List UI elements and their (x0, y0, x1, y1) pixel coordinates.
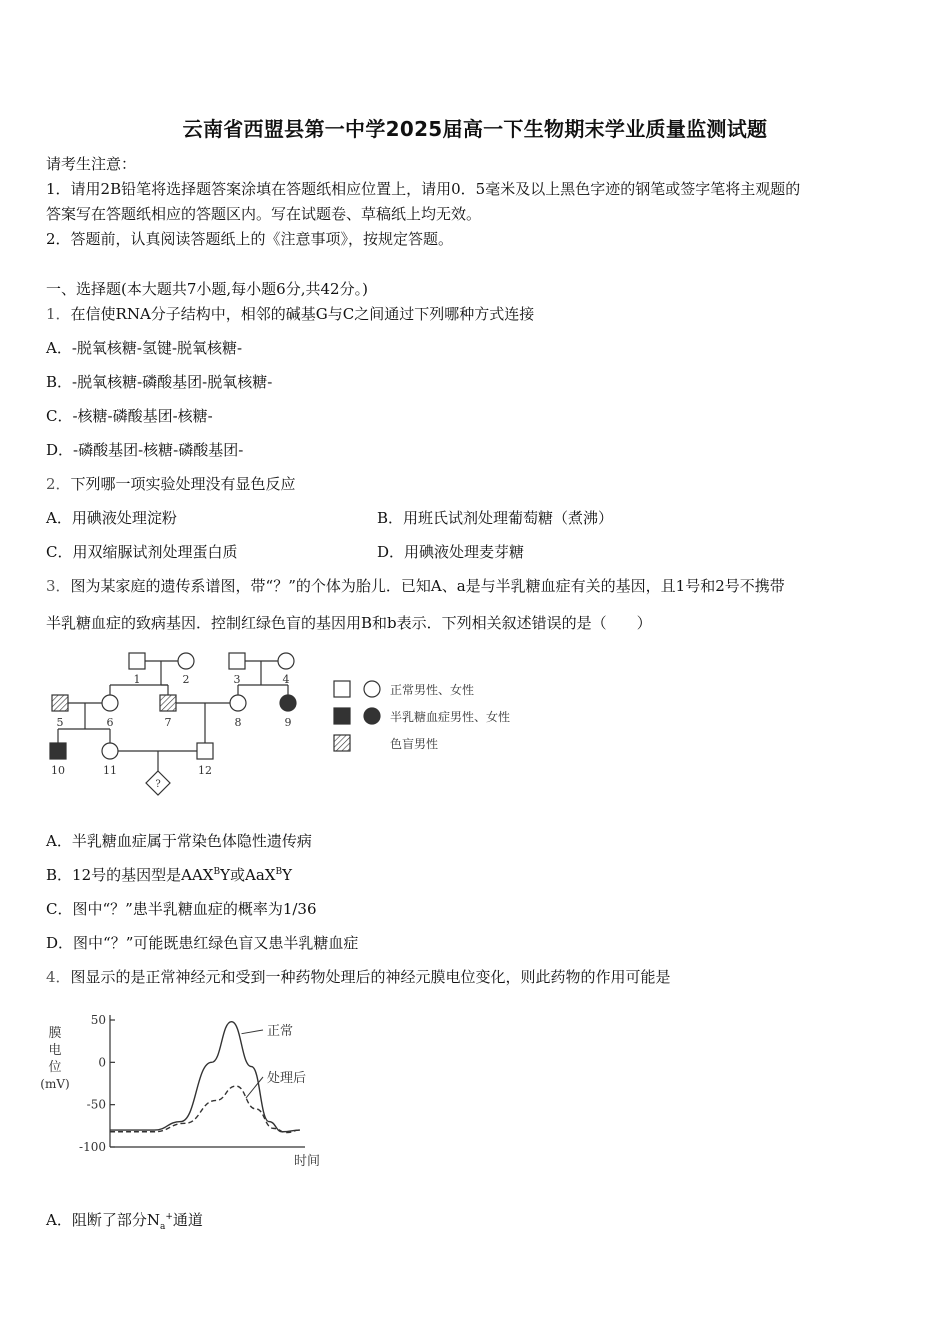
q1-option-a: A．-脱氧核糖-氢键-脱氧核糖- (46, 339, 243, 357)
question-1 (46, 303, 534, 324)
notice-heading: 请考生注意： (46, 155, 137, 173)
ylabel-char-2: 电 (48, 1043, 62, 1058)
label-6: 6 (106, 716, 114, 729)
individual-9 (280, 695, 296, 711)
question-stem: 图为某家庭的遗传系谱图，带“？”的个体为胎儿．已知A、a是与半乳糖血症有关的基因，且1号和2号不携带 (70, 577, 785, 595)
ylabel-char-4: (mV) (40, 1077, 70, 1091)
question-stem: 在信使RNA分子结构中，相邻的碱基G与C之间通过下列哪种方式连接 (70, 305, 535, 323)
series-label-1: 正常 (267, 1024, 294, 1039)
q4-option-a (46, 1209, 203, 1232)
series-label-2: 处理后 (267, 1071, 307, 1086)
individual-5 (52, 695, 68, 711)
subscript: a (159, 1222, 166, 1232)
y-tick-label: 50 (90, 1013, 106, 1027)
question-3-cont: 半乳糖血症的致病基因．控制红绿色盲的基因用B和b表示．下列相关叙述错误的是（ ） (46, 614, 652, 632)
label-4: 4 (282, 673, 290, 686)
section-heading: 一、选择题(本大题共7小题,每小题6分,共42分。) (46, 280, 368, 298)
text: Y或AaX (220, 866, 276, 884)
individual-4 (278, 653, 294, 669)
label-7: 7 (164, 716, 172, 729)
legend-normal: 正常男性、女性 (390, 683, 475, 697)
q1-option-b: B．-脱氧核糖-磷酸基团-脱氧核糖- (46, 373, 273, 391)
superscript: + (165, 1212, 173, 1222)
individual-3 (229, 653, 245, 669)
pedigree-figure (40, 645, 560, 805)
text: A．阻断了部分N (46, 1211, 160, 1229)
q3-option-b (46, 864, 292, 885)
superscript: B (213, 867, 221, 877)
individual-6 (102, 695, 118, 711)
question-stem: 下列哪一项实验处理没有显色反应 (70, 475, 296, 493)
q1-option-d: D．-磷酸基团-核糖-磷酸基团- (46, 441, 244, 459)
label-1: 1 (133, 673, 141, 686)
notice-item-1a: 1．请用2B铅笔将选择题答案涂填在答题纸相应位置上，请用0．5毫米及以上黑色字迹的钢笔或签字笔将主观题的 (46, 180, 801, 198)
q2-option-c: C．用双缩脲试剂处理蛋白质 (46, 543, 238, 561)
individual-12 (197, 743, 213, 759)
legend-galactosemia: 半乳糖血症男性、女性 (390, 710, 511, 724)
label-5: 5 (56, 716, 64, 729)
superscript: B (275, 867, 283, 877)
page-title: 云南省西盟县第一中学2025届高一下生物期末学业质量监测试题 (182, 117, 768, 141)
label-9: 9 (284, 716, 292, 729)
individual-11 (102, 743, 118, 759)
q2-option-d: D．用碘液处理麦芽糖 (377, 543, 525, 561)
question-4 (46, 966, 671, 987)
individual-2 (178, 653, 194, 669)
membrane-potential-chart (40, 1005, 340, 1175)
individual-8 (230, 695, 246, 711)
label-fetus: ? (155, 779, 161, 790)
notice-item-2: 2．答题前，认真阅读答题纸上的《注意事项》，按规定答题。 (46, 230, 454, 248)
q1-option-c: C．-核糖-磷酸基团-核糖- (46, 407, 213, 425)
notice-item-1b: 答案写在答题纸相应的答题区内。写在试题卷、草稿纸上均无效。 (46, 205, 482, 223)
question-3 (46, 575, 785, 596)
question-stem: 图显示的是正常神经元和受到一种药物处理后的神经元膜电位变化，则此药物的作用可能是 (70, 968, 671, 986)
label-12: 12 (198, 764, 212, 777)
text: B．12号的基因型是AAX (46, 866, 214, 884)
y-tick-label: -100 (79, 1140, 106, 1154)
individual-7 (160, 695, 176, 711)
q2-option-a: A．用碘液处理淀粉 (46, 509, 177, 527)
question-number: 4． (46, 968, 71, 986)
y-tick-label: 0 (98, 1055, 106, 1070)
series-line-2 (110, 1086, 300, 1133)
q3-option-d: D．图中“？”可能既患红绿色盲又患半乳糖血症 (46, 934, 359, 952)
series-leader-line (242, 1030, 263, 1034)
text: Y (282, 866, 292, 884)
question-number: 1． (46, 305, 71, 323)
q3-option-a: A．半乳糖血症属于常染色体隐性遗传病 (46, 832, 312, 850)
ylabel-char-3: 位 (48, 1060, 62, 1075)
q3-option-c: C．图中“？”患半乳糖血症的概率为1/36 (46, 900, 317, 918)
label-8: 8 (234, 716, 242, 729)
label-11: 11 (103, 764, 117, 777)
ylabel-char-1: 膜 (48, 1026, 62, 1041)
y-tick-label: -50 (86, 1097, 106, 1112)
question-number: 2． (46, 475, 71, 493)
individual-1 (129, 653, 145, 669)
legend-colorblind: 色盲男性 (390, 737, 439, 751)
text: 通道 (172, 1211, 203, 1229)
label-3: 3 (233, 673, 241, 686)
label-2: 2 (182, 673, 190, 686)
q2-option-b: B．用班氏试剂处理葡萄糖（煮沸） (377, 509, 614, 527)
xlabel: 时间 (293, 1154, 321, 1169)
question-2 (46, 473, 296, 494)
question-number: 3． (46, 577, 71, 595)
label-10: 10 (51, 764, 65, 777)
individual-10 (50, 743, 66, 759)
